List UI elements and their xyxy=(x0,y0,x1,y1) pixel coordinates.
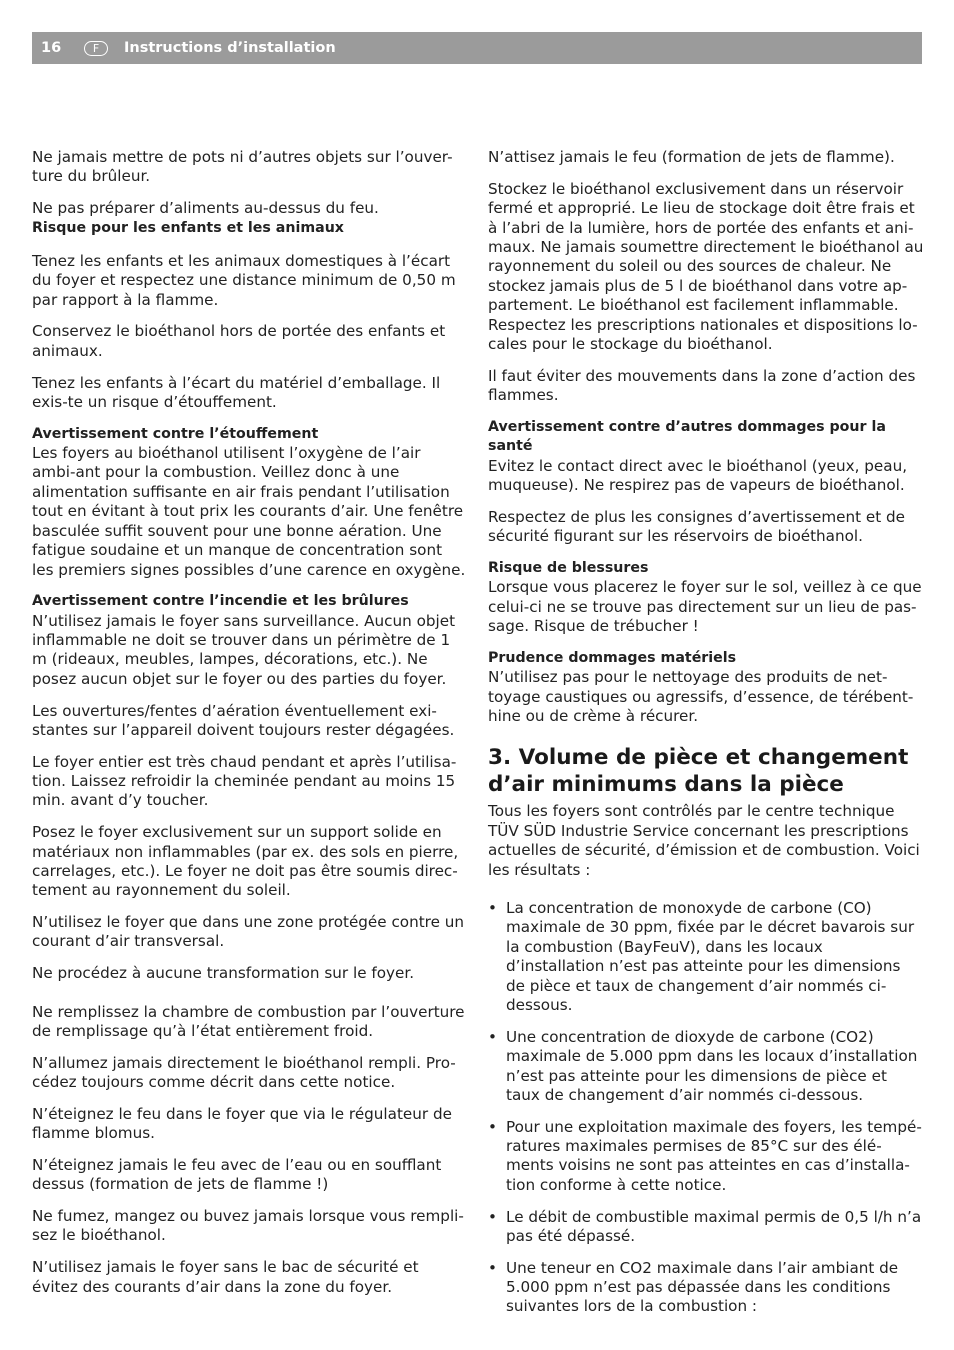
language-badge: F xyxy=(84,41,108,56)
paragraph: Ne fumez, mangez ou buvez jamais lorsque vous rempli-sez le bioéthanol. xyxy=(32,1207,464,1245)
warning-block xyxy=(32,425,468,580)
warning-text: Les foyers au bioéthanol utilisent l’oxygène de l’air ambi-ant pour la combustion. Veillez donc à une alimentation suffisante en air frais pendant l’utilisation tout en évitant à tout prix les courants d’air. Une fenêtre basculée suffit souvent pour une bonne aération. Une fatigue soudaine et un manque de concentration sont les premiers signes possibles d’une carence en oxygène. xyxy=(32,444,466,579)
warning-text: Evitez le contact direct avec le bioéthanol (yeux, peau, muqueuse). Ne respirez pas de vapeurs de bioéthanol. xyxy=(488,456,908,494)
paragraph: Il faut éviter des mouvements dans la zone d’action des flammes. xyxy=(488,366,916,405)
bullet-icon: • xyxy=(488,1207,497,1226)
warning-block xyxy=(488,418,924,496)
paragraph: Ne procédez à aucune transformation sur le foyer. xyxy=(32,964,415,983)
bullet-icon: • xyxy=(488,1258,497,1277)
section-3-title: 3. Volume de pièce et changement d’air minimums dans la pièce xyxy=(488,745,909,798)
warning-text: Lorsque vous placerez le foyer sur le sol, veillez à ce que celui-ci ne se trouve pas directement sur un lieu de pas-sage. Risque de trébucher ! xyxy=(488,578,922,636)
warning-block xyxy=(488,649,924,727)
list-item xyxy=(488,1028,924,1106)
paragraph: Les ouvertures/fentes d’aération éventuellement exi-stantes sur l’appareil doivent toujours rester dégagées. xyxy=(32,701,455,739)
paragraph: N’allumez jamais directement le bioéthanol rempli. Pro-cédez toujours comme décrit dans cette notice. xyxy=(32,1053,456,1092)
warning-text: N’utilisez pas pour le nettoyage des produits de net-toyage caustiques ou agressifs, d’essence, de térébent-hine ou de crème à récurer. xyxy=(488,668,914,725)
warning-heading: Avertissement contre l’incendie et les brûlures xyxy=(32,593,409,610)
paragraph: Respectez de plus les consignes d’avertissement et de sécurité figurant sur les réservoirs de bioéthanol. xyxy=(488,507,906,546)
list-item xyxy=(488,899,924,1015)
bullet-icon: • xyxy=(488,898,497,917)
section-heading: Risque pour les enfants et les animaux xyxy=(32,219,344,236)
paragraph: N’éteignez le feu dans le foyer que via le régulateur de flamme blomus. xyxy=(32,1104,452,1143)
list-item-text: La concentration de monoxyde de carbone (CO) maximale de 30 ppm, fixée par le décret bavarois sur la combustion (BayFeuV), dans les locaux d’installation n’est pas atteinte pour les dimensions de pièce et taux de changement d’air nommés ci-dessous. xyxy=(506,898,915,1014)
warning-heading: Risque de blessures xyxy=(488,559,649,576)
paragraph-text: Ne pas préparer d’aliments au-dessus du feu. xyxy=(32,199,379,218)
warning-heading: Avertissement contre d’autres dommages pour la santé xyxy=(488,418,886,455)
left-column xyxy=(32,148,468,1309)
paragraph: Conservez le bioéthanol hors de portée des enfants et animaux. xyxy=(32,322,446,360)
paragraph: Stockez le bioéthanol exclusivement dans un réservoir fermé et approprié. Le lieu de stockage doit être frais et à l’abri de la lumière, hors de portée des enfants et ani-maux. Ne jamais soumettre directement le bioéthanol au rayonnement du soleil ou des sources de chaleur. Ne stockez jamais plus de 5 l de bioéthanol dans votre ap-partement. Le bioéthanol est facilement inflammable. Respectez les prescriptions nationales et dispositions lo-cales pour le stockage du bioéthanol. xyxy=(488,179,924,353)
list-item-text: Le débit de combustible maximal permis de 0,5 l/h n’a pas été dépassé. xyxy=(506,1207,922,1245)
paragraph: N’éteignez jamais le feu avec de l’eau ou en soufflant dessus (formation de jets de flamme !) xyxy=(32,1155,442,1194)
paragraph: Tenez les enfants à l’écart du matériel d’emballage. Il exis-te un risque d’étouffement. xyxy=(32,373,441,411)
paragraph: N’attisez jamais le feu (formation de jets de flamme). xyxy=(488,148,895,166)
warning-text: N’utilisez jamais le foyer sans surveillance. Aucun objet inflammable ne doit se trouver dans un périmètre de 1 m (rideaux, meubles, lampes, décorations, etc.). Ne posez aucun objet sur le foyer ou des parties du foyer. xyxy=(32,611,456,688)
list-item xyxy=(488,1259,924,1317)
paragraph-with-heading xyxy=(32,199,468,238)
paragraph: Posez le foyer exclusivement sur un support solide en matériaux non inflammables (par ex. des sols en pierre, carrelages, etc.). Le foyer ne doit pas être soumis direc-tement au rayonnement du soleil. xyxy=(32,823,459,900)
warning-heading: Prudence dommages matériels xyxy=(488,649,737,666)
page-number: 16 xyxy=(41,40,62,56)
list-item-text: Une teneur en CO2 maximale dans l’air ambiant de 5.000 ppm n’est pas dépassée dans les conditions suivantes lors de la combustion : xyxy=(506,1258,899,1316)
page-header-bar xyxy=(32,32,922,64)
bullet-icon: • xyxy=(488,1027,497,1046)
section-title: Instructions d’installation xyxy=(124,40,336,56)
paragraph: N’utilisez le foyer que dans une zone protégée contre un courant d’air transversal. xyxy=(32,913,465,951)
paragraph: N’utilisez jamais le foyer sans le bac de sécurité et évitez des courants d’air dans la zone du foyer. xyxy=(32,1258,419,1296)
list-item xyxy=(488,1208,924,1247)
warning-block xyxy=(32,592,468,689)
warning-block xyxy=(488,559,924,637)
list-item-text: Une concentration de dioxyde de carbone (CO2) maximale de 5.000 ppm dans les locaux d’installation n’est pas atteinte pour les dimensions de pièce et taux de changement d’air nommés ci-dessous. xyxy=(506,1027,918,1104)
paragraph: Ne jamais mettre de pots ni d’autres objets sur l’ouver-ture du brûleur. xyxy=(32,148,453,186)
section-3-intro: Tous les foyers sont contrôlés par le centre technique TÜV SÜD Industrie Service concernant les prescriptions actuelles de sécurité, d’émission et de combustion. Voici les résultats : xyxy=(488,802,920,879)
warning-heading: Avertissement contre l’étouffement xyxy=(32,425,319,442)
paragraph: Tenez les enfants et les animaux domestiques à l’écart du foyer et respectez une distance minimum de 0,50 m par rapport à la flamme. xyxy=(32,251,456,309)
right-column xyxy=(488,148,924,1329)
paragraph: Ne remplissez la chambre de combustion par l’ouverture de remplissage qu’à l’état entièrement froid. xyxy=(32,1002,465,1040)
bullet-icon: • xyxy=(488,1117,497,1136)
list-item-text: Pour une exploitation maximale des foyers, les tempé-ratures maximales permises de 85°C sur des élé-ments voisins ne sont pas atteintes en cas d’installa-tion conforme à cette notice. xyxy=(506,1117,922,1194)
paragraph: Le foyer entier est très chaud pendant et après l’utilisa-tion. Laissez refroidir la cheminée pendant au moins 15 min. avant d’y toucher. xyxy=(32,752,457,810)
results-list xyxy=(488,899,924,1317)
list-item xyxy=(488,1118,924,1196)
